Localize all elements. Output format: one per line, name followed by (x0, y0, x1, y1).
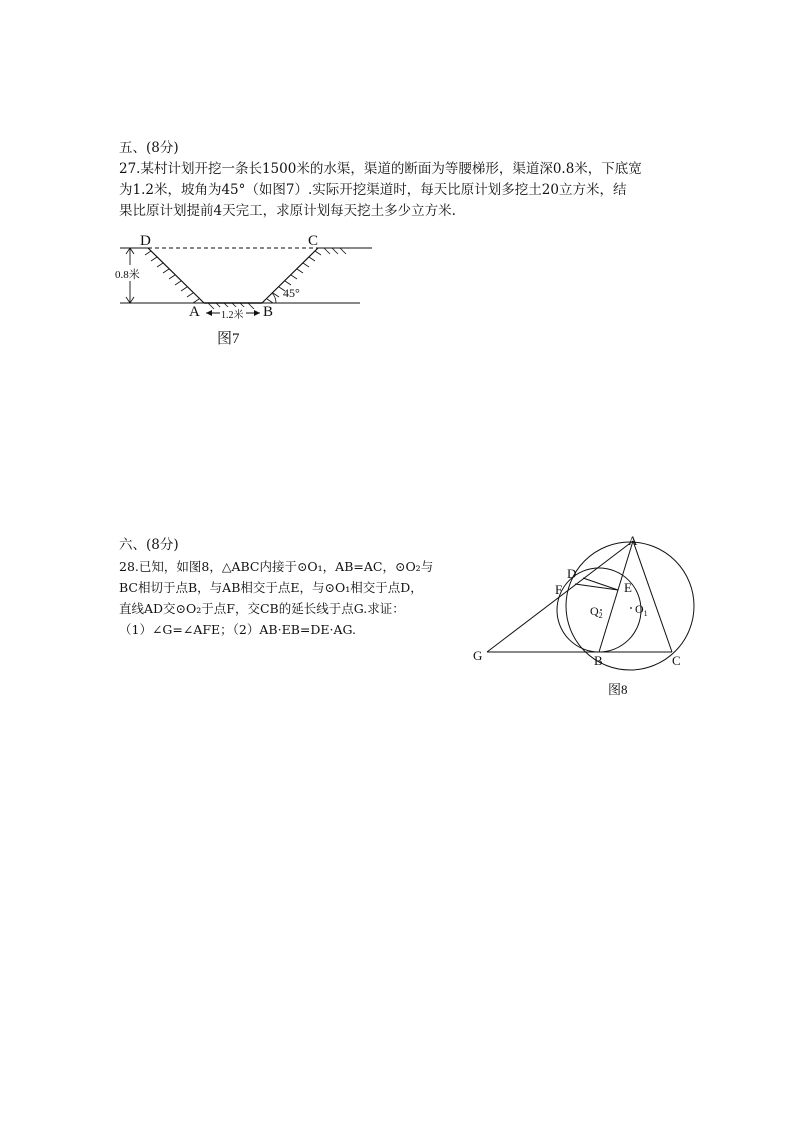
point-a-label: A (628, 533, 638, 548)
point-d-label: D (567, 566, 577, 581)
point-c-label: C (672, 653, 681, 668)
figure8-circles-diagram (468, 528, 700, 703)
problem28-line1: 28.已知，如图8，△ABC内接于⊙O₁，AB=AC，⊙O₂与 (119, 559, 434, 574)
center-o2-label: $Q_2$ (590, 604, 603, 620)
figure7-caption: 图7 (217, 331, 240, 347)
vertex-c-label: C (308, 233, 319, 249)
center-o1-label: $O_1$ (635, 602, 648, 618)
vertex-a-label: A (189, 304, 200, 320)
section6-heading: 六、(8分) (119, 537, 179, 553)
angle-label: 45° (283, 286, 300, 300)
point-b-label: B (594, 653, 603, 668)
problem27-line1: 27.某村计划开挖一条长1500米的水渠，渠道的断面为等腰梯形，渠道深0.8米，下底宽 (119, 161, 642, 177)
problem27-line3: 果比原计划提前4天完工，求原计划每天挖土多少立方米. (119, 203, 456, 219)
point-e-label: E (624, 580, 632, 595)
figure7-canal-cross-section (110, 228, 380, 350)
vertex-d-label: D (140, 233, 151, 249)
figure8-caption: 图8 (608, 682, 628, 697)
point-g-label: G (473, 648, 483, 663)
problem27-line2: 为1.2米，坡角为45°（如图7）.实际开挖渠道时，每天比原计划多挖土20立方米，结 (119, 182, 627, 198)
problem28-line4: （1）∠G=∠AFE；（2）AB·EB=DE·AG. (119, 622, 357, 637)
problem28-line2: BC相切于点B，与AB相交于点E，与⊙O₁相交于点D， (119, 580, 423, 595)
problem28-line3: 直线AD交⊙O₂于点F，交CB的延长线于点G.求证： (119, 601, 405, 616)
vertex-b-label: B (263, 304, 274, 320)
section5-heading: 五、(8分) (119, 140, 179, 156)
point-f-label: F (555, 582, 563, 597)
depth-label: 0.8米 (115, 269, 140, 281)
width-label: 1.2米 (221, 310, 244, 321)
